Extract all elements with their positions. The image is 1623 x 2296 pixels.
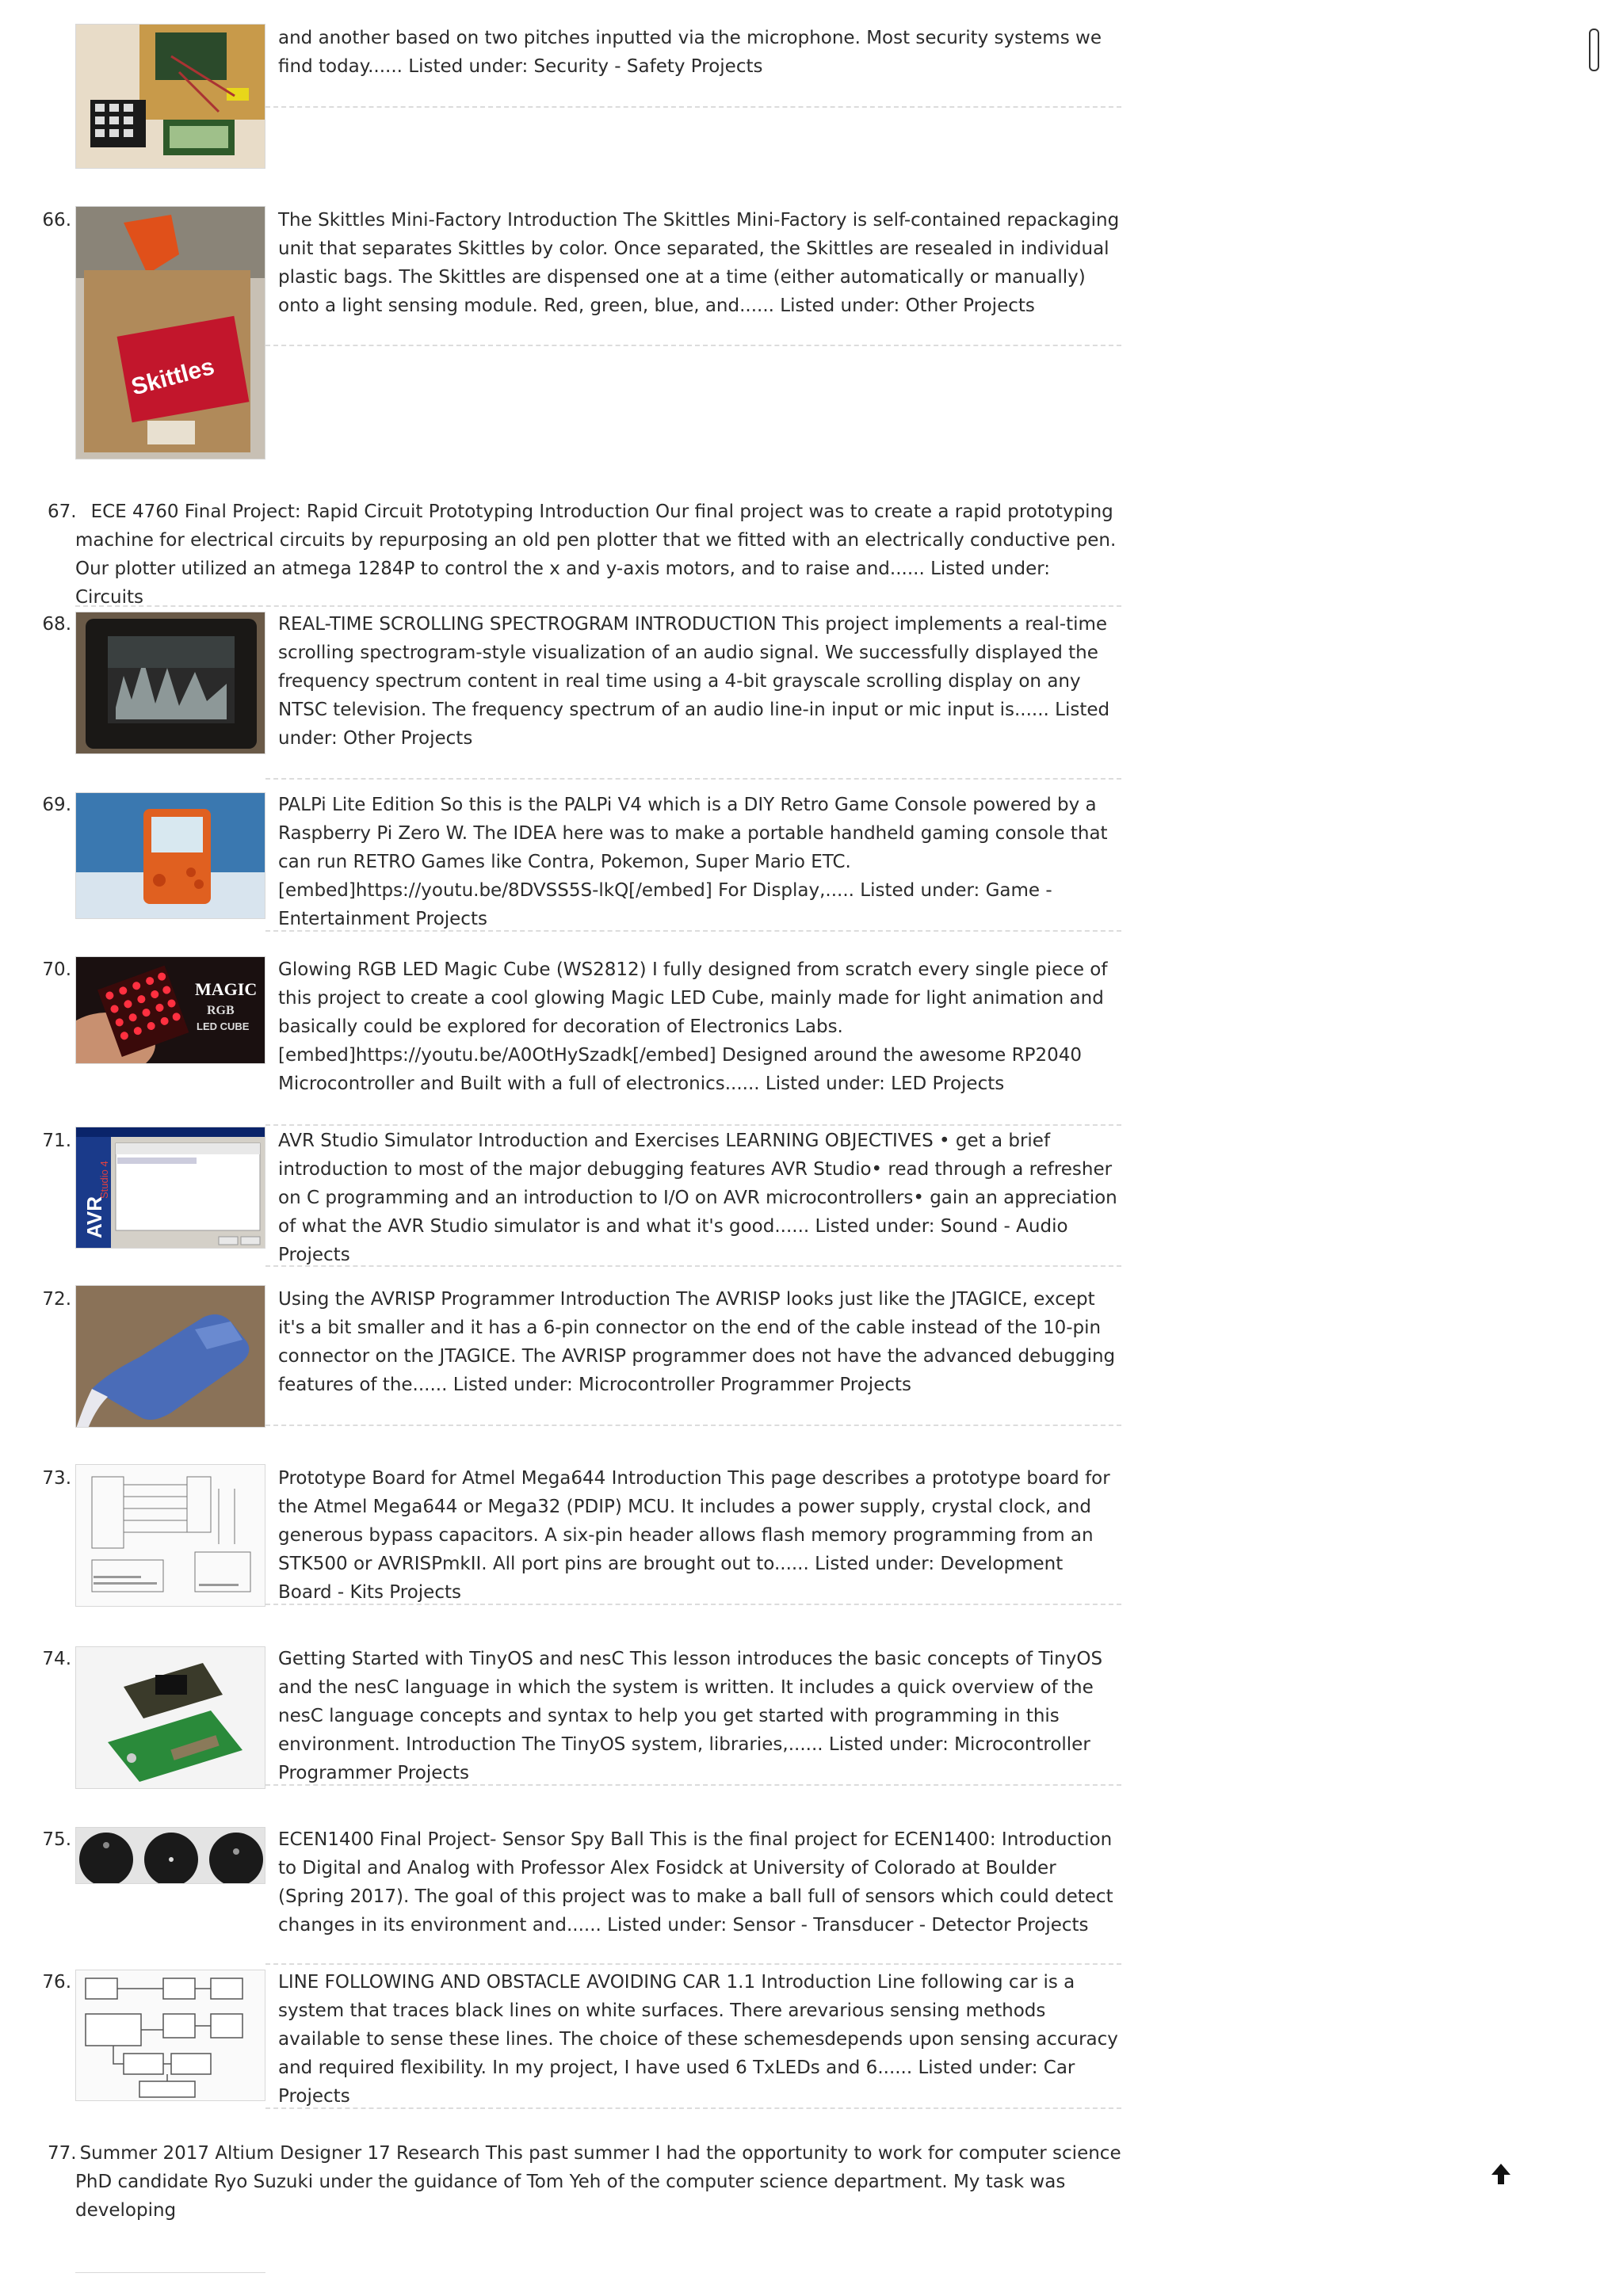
- item-separator: [75, 605, 1121, 607]
- item-number: 69.: [42, 795, 71, 815]
- item-number: 76.: [42, 1972, 71, 1993]
- project-description[interactable]: LINE FOLLOWING AND OBSTACLE AVOIDING CAR 1.1 Introduction Line following car is a system that traces black lines on white surfaces. There arevarious sensing methods available to sense these lines. The choice of these schemesdepends upon sensing accuracy and required flexibility. In my project, I have used 6 TxLEDs and 6...... Listed under: Car Projects: [278, 1972, 1118, 2107]
- project-thumbnail[interactable]: [75, 1285, 265, 1428]
- svg-text:LED CUBE: LED CUBE: [197, 1020, 250, 1032]
- item-number: 66.: [42, 210, 71, 231]
- project-thumbnail[interactable]: [75, 612, 265, 754]
- project-thumbnail[interactable]: [75, 1127, 265, 1249]
- svg-text:Skittles: Skittles: [128, 353, 217, 401]
- item-separator: [265, 2107, 1121, 2109]
- item-number: 75.: [42, 1829, 71, 1850]
- project-text: Summer 2017 Altium Designer 17 Research This past summer I had the opportunity to work for computer science PhD candidate Ryo Suzuki under the guidance of Tom Yeh of the computer science department. My task was developing: [75, 2143, 1121, 2221]
- project-description[interactable]: REAL-TIME SCROLLING SPECTROGRAM INTRODUCTION This project implements a real-time scrolling spectrogram-style visualization of an audio signal. We successfully displayed the frequency spectrum content in real time using a 4-bit grayscale scrolling display on any NTSC television. The frequency spectrum of an audio line-in input or mic input is...... Listed under: Other Projects: [278, 614, 1110, 749]
- project-thumbnail[interactable]: [75, 206, 265, 460]
- item-separator: [265, 1425, 1121, 1426]
- item-number: 67.: [48, 502, 77, 522]
- project-description[interactable]: Getting Started with TinyOS and nesC This lesson introduces the basic concepts of TinyOS and the nesC language in which the system is written. It includes a quick overview of the nesC language concepts and syntax to help you get started with programming in this environment. Introduction The TinyOS system, libraries,...... Listed under: Microcontroller Programmer Projects: [278, 1649, 1103, 1783]
- item-number: 68.: [42, 614, 71, 635]
- item-separator: [265, 1963, 1121, 1965]
- arrow-up-icon: [1490, 2162, 1512, 2186]
- item-number: 71.: [42, 1131, 71, 1151]
- item-number: 70.: [42, 959, 71, 980]
- project-description[interactable]: Glowing RGB LED Magic Cube (WS2812) I fully designed from scratch every single piece of this project to create a cool glowing Magic LED Cube, mainly made for light animation and basically could be explored for decoration of Electronics Labs. [embed]https://youtu.be/A0OtHySzadk[/embed] Designed around the awesome RP2040 Microcontroller and Built with a full of electronics...... Listed under: LED Projects: [278, 959, 1108, 1094]
- project-description[interactable]: [48, 498, 1121, 612]
- project-thumbnail[interactable]: [75, 2272, 265, 2296]
- item-separator: [265, 1604, 1121, 1605]
- project-thumbnail[interactable]: [75, 792, 265, 919]
- project-text: ECE 4760 Final Project: Rapid Circuit Prototyping Introduction Our final project was to create a rapid prototyping machine for electrical circuits by repurposing an old pen plotter that we fitted with an electrically conductive pen. Our plotter utilized an atmega 1284P to control the x and y-axis motors, and to raise and...... Listed under: Circuits: [75, 502, 1117, 608]
- project-description[interactable]: The Skittles Mini-Factory Introduction The Skittles Mini-Factory is self-contained repackaging unit that separates Skittles by color. Once separated, the Skittles are resealed in individual plastic bags. The Skittles are dispensed one at a time (either automatically or manually) onto a light sensing module. Red, green, blue, and...... Listed under: Other Projects: [278, 210, 1120, 316]
- back-to-top-button[interactable]: [1484, 2157, 1518, 2191]
- project-description[interactable]: PALPi Lite Edition So this is the PALPi V4 which is a DIY Retro Game Console powered by a Raspberry Pi Zero W. The IDEA here was to make a portable handheld gaming console that can run RETRO Games like Contra, Pokemon, Super Mario ETC. [embed]https://youtu.be/8DVSS5S-lkQ[/embed] For Display,..... Listed under: Game - Entertainment Projects: [278, 795, 1108, 929]
- project-thumbnail[interactable]: [75, 1827, 265, 1884]
- svg-text:Studio 4: Studio 4: [98, 1161, 110, 1199]
- item-number: 72.: [42, 1289, 71, 1310]
- project-thumbnail[interactable]: [75, 1970, 265, 2101]
- scroll-indicator[interactable]: [1589, 29, 1599, 71]
- item-separator: [265, 1784, 1121, 1786]
- project-description[interactable]: Using the AVRISP Programmer Introduction The AVRISP looks just like the JTAGICE, except it's a bit smaller and it has a 6-pin connector on the end of the cable instead of the 10-pin connector on the JTAGICE. The AVRISP programmer does not have the advanced debugging features of the...... Listed under: Microcontroller Programmer Projects: [278, 1289, 1116, 1395]
- item-separator: [265, 1265, 1121, 1267]
- project-description[interactable]: and another based on two pitches inputted via the microphone. Most security systems we find today...... Listed under: Security - Safety Projects: [278, 28, 1102, 77]
- project-description[interactable]: Prototype Board for Atmel Mega644 Introduction This page describes a prototype board for the Atmel Mega644 or Mega32 (PDIP) MCU. It includes a power supply, crystal clock, and generous bypass capacitors. A six-pin header allows flash memory programming from an STK500 or AVRISPmkII. All port pins are brought out to...... Listed under: Development Board - Kits Projects: [278, 1468, 1110, 1603]
- project-description[interactable]: [48, 2139, 1121, 2225]
- project-thumbnail[interactable]: [75, 1646, 265, 1789]
- item-number: 77.: [48, 2143, 77, 2164]
- item-separator: [265, 106, 1121, 108]
- project-thumbnail[interactable]: [75, 24, 265, 169]
- project-description[interactable]: ECEN1400 Final Project- Sensor Spy Ball This is the final project for ECEN1400: Introduction to Digital and Analog with Professor Alex Fosidck at University of Colorado at Boulder (Spring 2017). The goal of this project was to make a ball full of sensors which could detect changes in its environment and...... Listed under: Sensor - Transducer - Detector Projects: [278, 1829, 1113, 1936]
- item-number: 73.: [42, 1468, 71, 1489]
- item-number: 74.: [42, 1649, 71, 1669]
- item-separator: [265, 930, 1121, 932]
- svg-text:AVR: AVR: [82, 1196, 106, 1238]
- item-separator: [265, 778, 1121, 780]
- svg-text:RGB: RGB: [207, 1004, 235, 1017]
- item-separator: [265, 345, 1121, 346]
- project-thumbnail[interactable]: [75, 956, 265, 1064]
- svg-text:MAGIC: MAGIC: [195, 979, 258, 999]
- item-separator: [265, 1124, 1121, 1126]
- project-description[interactable]: AVR Studio Simulator Introduction and Exercises LEARNING OBJECTIVES • get a brief introduction to most of the major debugging features AVR Studio• read through a refresher on C programming and an introduction to I/O on AVR microcontrollers• gain an appreciation of what the AVR Studio simulator is and what it's good...... Listed under: Sound - Audio Projects: [278, 1131, 1117, 1265]
- project-thumbnail[interactable]: [75, 1464, 265, 1607]
